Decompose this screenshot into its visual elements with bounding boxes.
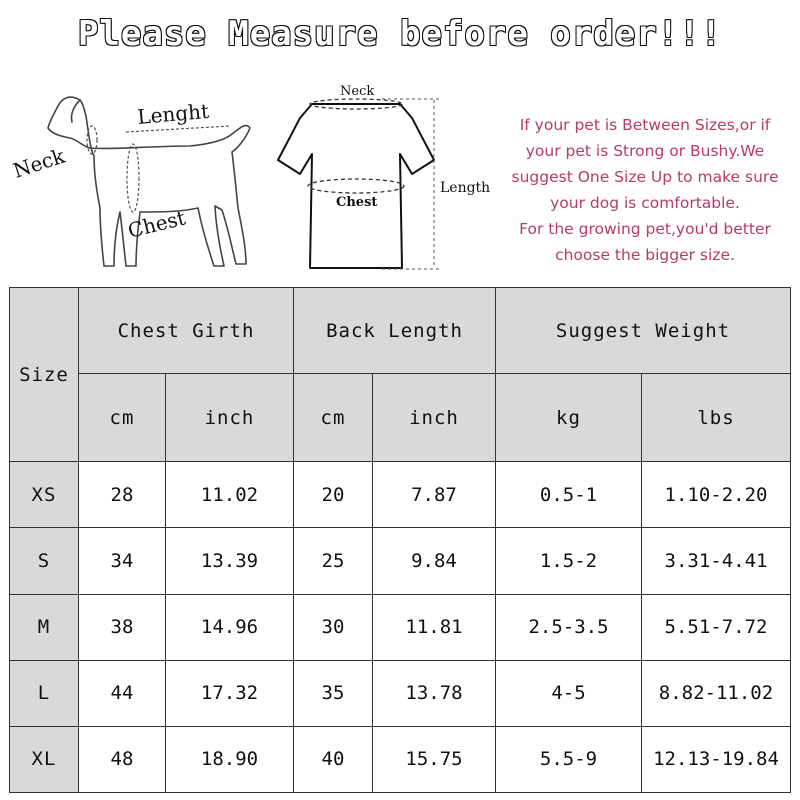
table-cell: 25 — [294, 528, 373, 594]
table-cell: 30 — [294, 594, 373, 660]
table-cell: 17.32 — [166, 660, 294, 726]
table-unit-row — [10, 374, 791, 462]
note-line: choose the bigger size. — [555, 246, 735, 264]
unit-header: cm — [294, 374, 373, 462]
size-cell: M — [10, 594, 79, 660]
table-cell: 11.81 — [373, 594, 496, 660]
table-cell: 4-5 — [496, 660, 642, 726]
table-cell: 34 — [79, 528, 166, 594]
size-cell: S — [10, 528, 79, 594]
size-header: Size — [10, 288, 79, 462]
table-cell: 13.39 — [166, 528, 294, 594]
chest-loop-icon — [127, 144, 139, 212]
back-length-header: Back Length — [294, 288, 496, 374]
table-row — [10, 528, 791, 594]
unit-header: inch — [166, 374, 294, 462]
size-cell: XS — [10, 462, 79, 528]
note-line: For the growing pet,you'd better — [519, 220, 771, 238]
size-cell: XL — [10, 726, 79, 792]
dog-length-label: Lenght — [136, 98, 210, 129]
dog-neck-label: Neck — [10, 143, 68, 183]
unit-header: inch — [373, 374, 496, 462]
note-line: If your pet is Between Sizes,or if — [519, 116, 771, 134]
table-cell: 38 — [79, 594, 166, 660]
table-cell: 44 — [79, 660, 166, 726]
table-row — [10, 462, 791, 528]
shirt-chest-loop-icon — [308, 179, 404, 193]
table-cell: 7.87 — [373, 462, 496, 528]
table-cell: 1.10-2.20 — [642, 462, 791, 528]
table-cell: 3.31-4.41 — [642, 528, 791, 594]
note-line: your dog is comfortable. — [550, 194, 740, 212]
table-cell: 35 — [294, 660, 373, 726]
table-cell: 18.90 — [166, 726, 294, 792]
table-row — [10, 660, 791, 726]
shirt-measure-illustration — [272, 82, 492, 277]
size-advice-note — [500, 112, 790, 268]
table-cell: 14.96 — [166, 594, 294, 660]
table-header-row — [10, 288, 791, 374]
table-cell: 12.13-19.84 — [642, 726, 791, 792]
table-cell: 40 — [294, 726, 373, 792]
table-row — [10, 594, 791, 660]
table-cell: 13.78 — [373, 660, 496, 726]
dog-chest-label: Chest — [125, 205, 188, 243]
shirt-outline-icon — [278, 104, 434, 268]
size-chart-table — [9, 287, 791, 793]
unit-header: cm — [79, 374, 166, 462]
table-cell: 5.51-7.72 — [642, 594, 791, 660]
suggest-weight-header: Suggest Weight — [496, 288, 791, 374]
table-cell: 9.84 — [373, 528, 496, 594]
shirt-neck-label: Neck — [340, 84, 375, 99]
unit-header: kg — [496, 374, 642, 462]
note-line: suggest One Size Up to make sure — [511, 168, 779, 186]
table-cell: 2.5-3.5 — [496, 594, 642, 660]
unit-header: lbs — [642, 374, 791, 462]
page-title: Please Measure before order!!! — [77, 14, 723, 54]
table-cell: 0.5-1 — [496, 462, 642, 528]
table-cell: 8.82-11.02 — [642, 660, 791, 726]
dog-measure-illustration — [10, 88, 265, 278]
table-row — [10, 726, 791, 792]
table-cell: 11.02 — [166, 462, 294, 528]
shirt-chest-label: Chest — [336, 195, 378, 210]
table-cell: 15.75 — [373, 726, 496, 792]
table-cell: 20 — [294, 462, 373, 528]
table-cell: 5.5-9 — [496, 726, 642, 792]
shirt-length-label: Length — [440, 180, 491, 196]
chest-girth-header: Chest Girth — [79, 288, 294, 374]
table-cell: 1.5-2 — [496, 528, 642, 594]
size-cell: L — [10, 660, 79, 726]
table-cell: 48 — [79, 726, 166, 792]
table-cell: 28 — [79, 462, 166, 528]
note-line: your pet is Strong or Bushy.We — [525, 142, 765, 160]
